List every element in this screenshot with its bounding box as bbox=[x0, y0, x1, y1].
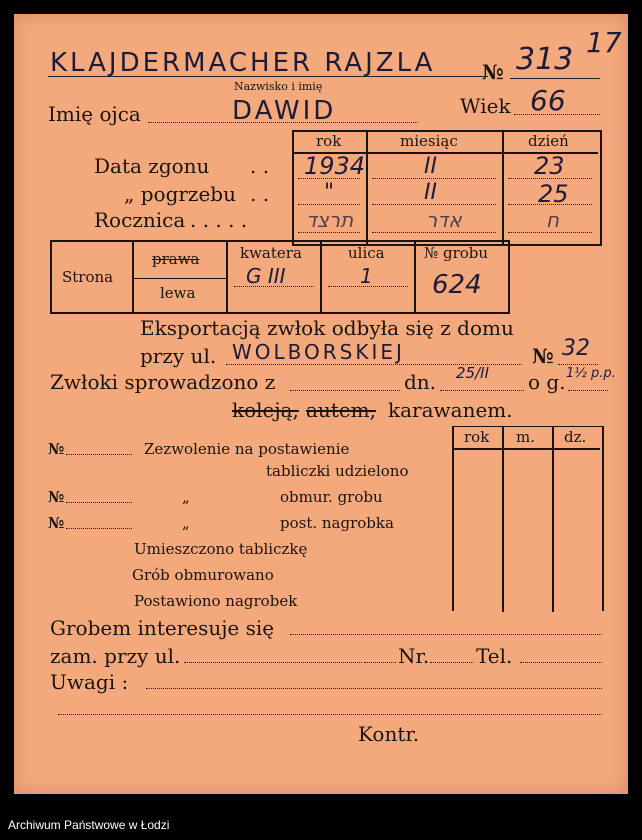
dates-col-miesiac: miesiąc bbox=[400, 132, 458, 150]
rocznica-miesiac: אדר bbox=[426, 208, 462, 232]
father-label: Imię ojca bbox=[48, 102, 141, 126]
permits-col-rok: rok bbox=[464, 428, 490, 446]
obmur-label: obmur. grobu bbox=[280, 488, 383, 506]
koleja-option: koleją, bbox=[232, 398, 299, 422]
number-value: 313 bbox=[516, 42, 574, 77]
kwatera-value: G III bbox=[246, 264, 286, 288]
og-value: 1½ p.p. bbox=[566, 366, 616, 381]
rocznica-rok: תרצד bbox=[306, 208, 354, 232]
permit3-no: № bbox=[48, 514, 65, 532]
dates-col-rok: rok bbox=[316, 132, 342, 150]
ulica-value: 1 bbox=[360, 264, 373, 288]
grobu-label: № grobu bbox=[424, 244, 489, 262]
street-no-label: № bbox=[532, 344, 554, 368]
autem-option: autem, bbox=[306, 398, 376, 422]
post-label: post. nagrobka bbox=[280, 514, 394, 532]
uwagi-label: Uwagi : bbox=[50, 670, 129, 694]
zgonu-miesiac: II bbox=[424, 154, 437, 179]
zwloki-label: Zwłoki sprowadzono z bbox=[50, 370, 276, 394]
dates-col-dzien: dzień bbox=[528, 132, 569, 150]
archive-caption: Archiwum Państwowe w Łodzi bbox=[8, 818, 170, 832]
permit3-ditto: „ bbox=[182, 514, 190, 532]
pogrzebu-dzien: 25 bbox=[538, 180, 569, 208]
permit2-ditto: „ bbox=[182, 488, 190, 506]
permits-col-m: m. bbox=[516, 428, 535, 446]
zgonu-dzien: 23 bbox=[534, 152, 565, 180]
age-value: 66 bbox=[530, 84, 566, 117]
tabliczki-label: tabliczki udzielono bbox=[266, 462, 409, 480]
street-no-value: 32 bbox=[562, 336, 590, 361]
permits-table bbox=[452, 426, 604, 611]
dn-value: 25/II bbox=[456, 364, 489, 382]
tel-label: Tel. bbox=[476, 644, 513, 668]
name-caption: Nazwisko i imię bbox=[234, 80, 323, 93]
zgonu-rok: 1934 bbox=[304, 152, 366, 180]
grobu-value: 624 bbox=[432, 270, 482, 300]
kwatera-label: kwatera bbox=[240, 244, 302, 262]
og-label: o g. bbox=[528, 370, 566, 394]
przy-label: przy ul. bbox=[140, 344, 217, 368]
street-value: WOLBORSKIEJ bbox=[232, 340, 405, 364]
transport-line1: Eksportacją zwłok odbyła się z domu bbox=[140, 316, 514, 340]
rocznica-dzien: ח bbox=[546, 208, 560, 232]
karawanem-option: karawanem. bbox=[388, 398, 513, 422]
postawiono-label: Postawiono nagrobek bbox=[134, 592, 298, 610]
grobem-label: Grobem interesuje się bbox=[50, 616, 275, 640]
umieszczono-label: Umieszczono tabliczkę bbox=[134, 540, 308, 558]
lewa-label: lewa bbox=[160, 284, 196, 302]
permits-col-dz: dz. bbox=[564, 428, 587, 446]
row-rocznica-label: Rocznica bbox=[94, 208, 186, 232]
age-label: Wiek bbox=[460, 94, 511, 118]
name-line bbox=[48, 76, 488, 77]
number-label: № bbox=[482, 60, 504, 84]
pogrzebu-rok: " bbox=[324, 180, 335, 205]
pogrzebu-miesiac: II bbox=[424, 180, 437, 205]
number-line bbox=[510, 78, 600, 79]
corner-number: 17 bbox=[586, 26, 622, 59]
row-pogrzebu-label: „ pogrzebu bbox=[124, 182, 236, 206]
dn-label: dn. bbox=[404, 370, 437, 394]
ulica-label: ulica bbox=[348, 244, 385, 262]
name-value: KLAJDERMACHER RAJZLA bbox=[50, 48, 436, 78]
nr-label: Nr. bbox=[398, 644, 430, 668]
zam-label: zam. przy ul. bbox=[50, 644, 181, 668]
row-zgonu-label: Data zgonu bbox=[94, 154, 210, 178]
father-value: DAWID bbox=[232, 96, 337, 126]
zezwolenie-label: Zezwolenie na postawienie bbox=[144, 440, 350, 458]
cemetery-record-card: KLAJDERMACHER RAJZLA Nazwisko i imię № 313 17 Imię ojca DAWID Wiek 66 rok miesiąc dzień Data zgonu . . „ pogrzebu . . Rocznica . . . . . 1934 II 23 " II 25 תרצד אדר ח Strona prawa lewa kwatera G III ulica 1 № grobu 624 Eksportacją zwłok odbyła się z domu przy ul. WOLBORSKIEJ № 32 Zwłoki sprowadzono z dn. 25/II o g. 1½ p.p. koleją, autem, karawanem. rok m. dz. № Zezwolenie na postawienie tabliczki udzielono № „ obmur. grobu № „ post. nagrobka Umieszczono tabliczkę Grób obmurowano Postawiono nagrobek Grobem interesuje się zam. przy ul. Nr. Tel. Uwagi : Kontr. bbox=[14, 14, 628, 794]
permit2-no: № bbox=[48, 488, 65, 506]
prawa-label: prawa bbox=[152, 250, 200, 268]
permit1-no: № bbox=[48, 440, 65, 458]
grob-label: Grób obmurowano bbox=[132, 566, 274, 584]
kontr-label: Kontr. bbox=[358, 722, 420, 746]
strona-label: Strona bbox=[62, 268, 114, 286]
